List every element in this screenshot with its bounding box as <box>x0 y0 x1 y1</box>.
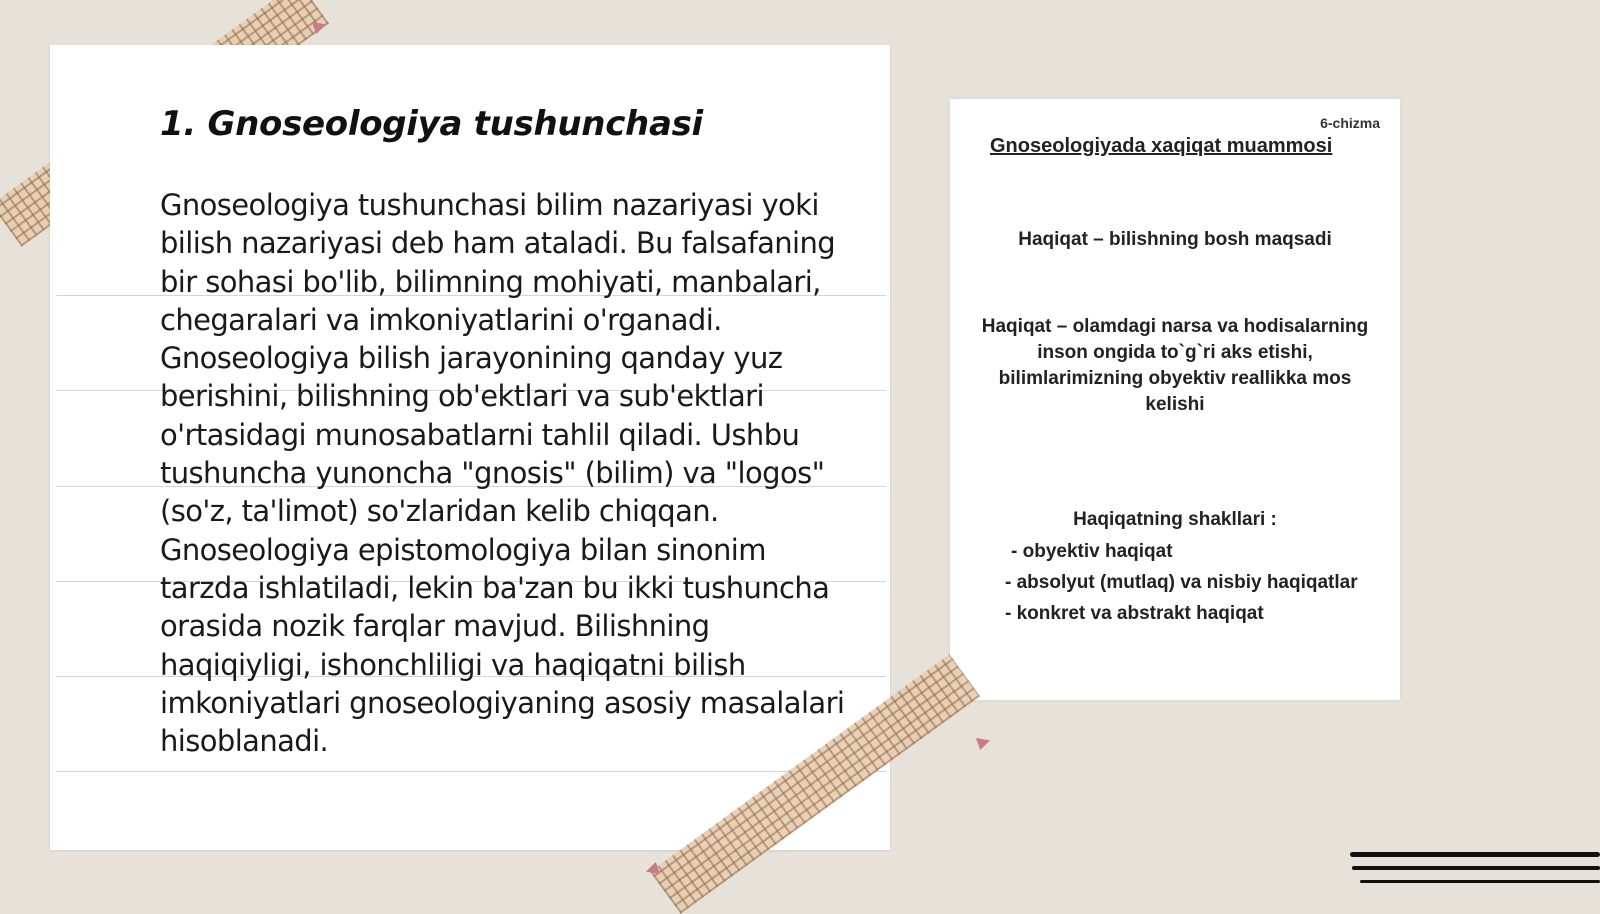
diagram-form-item: - konkret va abstrakt haqiqat <box>1005 603 1264 624</box>
slide-heading: 1. Gnoseologiya tushunchasi <box>160 104 703 144</box>
tape-tip-right <box>976 738 990 750</box>
diagram-definition-text: Haqiqat – olamdagi narsa va hodisalarning inson ongida to`g`ri aks etishi, bilimlarimizning obyektiv reallikka mos kelishi <box>981 316 1369 415</box>
slide-body-text: Gnoseologiya tushunchasi bilim nazariyasi yoki bilish nazariyasi deb ham ataladi. Bu falsafaning bir sohasi bo'lib, bilimning mohiyati, manbalari, chegaralari va imkoniyatlarini o'rganadi. Gnoseologiya bilish jarayonining qanday yuz berishini, bilishning ob'ektlari va sub'ektlari o'rtasidagi munosabatlarni tahlil qiladi. Ushbu tushuncha yunoncha "gnosis" (bilim) va "logos" (so'z, ta'limot) so'zlaridan kelib chiqqan. Gnoseologiya epistomologiya bilan sinonim tarzda ishlatiladi, lekin ba'zan bu ikki tushuncha orasida nozik farqlar mavjud. Bilishning haqiqiyligi, ishonchliligi va haqiqatni bilish imkoniyatlari gnoseologiyaning asosiy masalalari hisoblanadi. <box>160 188 845 759</box>
diagram-title: Gnoseologiyada xaqiqat muammosi <box>990 135 1333 157</box>
diagram-forms-title: Haqiqatning shakllari : <box>1073 509 1277 530</box>
decorative-stroke <box>1350 852 1600 857</box>
diagram-image <box>950 99 1400 700</box>
diagram-form-item: - obyektiv haqiqat <box>1011 541 1173 562</box>
diagram-form-item: - absolyut (mutlaq) va nisbiy haqiqatlar <box>1005 572 1358 593</box>
diagram-forms-list <box>1005 539 1385 632</box>
ruled-line <box>56 771 886 772</box>
decorative-stroke <box>1352 866 1600 870</box>
diagram-number: 6-chizma <box>1320 115 1380 131</box>
decorative-stroke <box>1360 880 1600 883</box>
diagram-goal-text: Haqiqat – bilishning bosh maqsadi <box>1018 229 1332 250</box>
